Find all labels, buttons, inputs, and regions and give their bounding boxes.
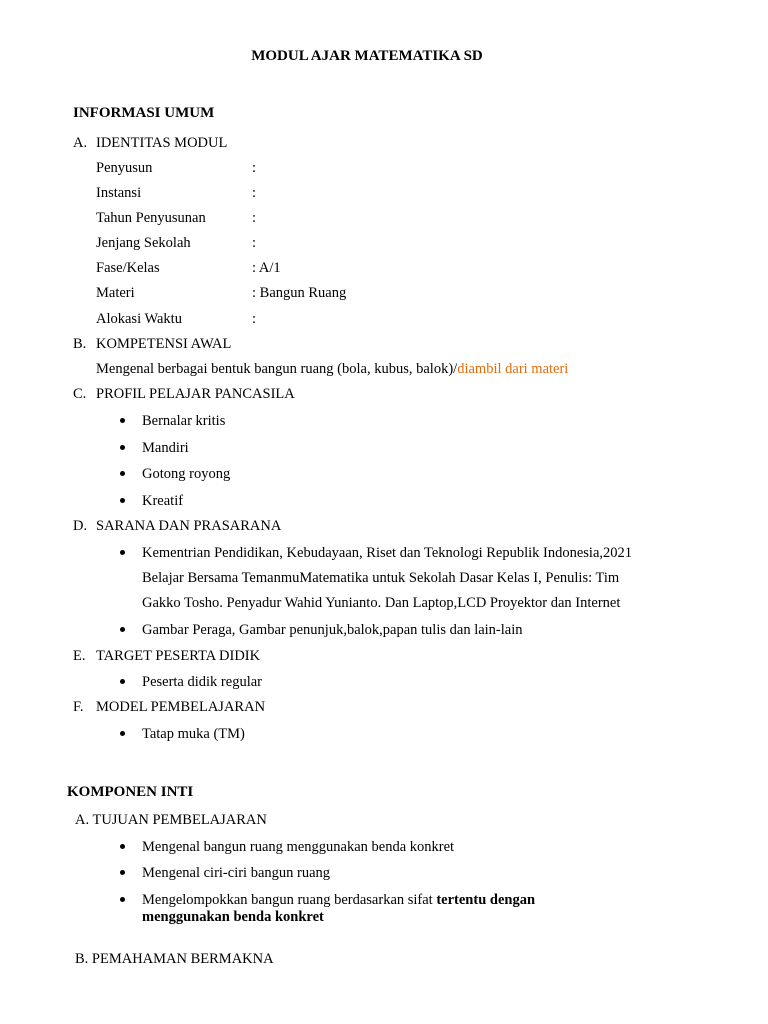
bullet-icon [120, 498, 125, 503]
section-heading-komponen-inti: KOMPONEN INTI [67, 784, 194, 800]
list-marker-f: F. [73, 699, 84, 715]
field-label-materi: Materi [96, 285, 135, 301]
sarana-item-line: Gakko Tosho. Penyadur Wahid Yunianto. Dan Laptop,LCD Proyektor dan Internet [142, 595, 621, 611]
document-title: MODUL AJAR MATEMATIKA SD [251, 48, 483, 64]
list-item-profil: Gotong royong [142, 466, 231, 482]
bullet-icon [120, 679, 125, 684]
kompetensi-awal-body: Mengenal berbagai bentuk bangun ruang (bola, kubus, balok)/ [96, 361, 458, 377]
bullet-icon [120, 870, 125, 875]
field-value-instansi: : [252, 185, 257, 201]
tujuan-item-normal: Mengelompokkan bangun ruang berdasarkan sifat [142, 892, 437, 908]
field-label-tahun-penyusunan: Tahun Penyusunan [96, 210, 206, 226]
section-heading-informasi-umum: INFORMASI UMUM [73, 105, 215, 121]
list-item-tujuan: Mengenal bangun ruang menggunakan benda konkret [142, 839, 455, 855]
subheading-target-peserta-didik: TARGET PESERTA DIDIK [96, 648, 261, 664]
sarana-item-line: Kementrian Pendidikan, Kebudayaan, Riset dan Teknologi Republik Indonesia,2021 [142, 545, 633, 561]
list-marker-c: C. [73, 386, 87, 402]
subheading-profil-pelajar-pancasila: PROFIL PELAJAR PANCASILA [96, 386, 295, 402]
subheading-kompetensi-awal: KOMPETENSI AWAL [96, 336, 232, 352]
field-value-alokasi-waktu: : [252, 311, 257, 327]
tujuan-item-bold: tertentu dengan [436, 892, 536, 908]
field-value-penyusun: : [252, 160, 257, 176]
field-value-tahun-penyusunan: : [252, 210, 257, 226]
list-marker-e: E. [73, 648, 86, 664]
sarana-item-line: Belajar Bersama TemanmuMatematika untuk Sekolah Dasar Kelas I, Penulis: Tim [142, 570, 620, 586]
subheading-model-pembelajaran: MODEL PEMBELAJARAN [96, 699, 266, 715]
bullet-icon [120, 418, 125, 423]
subheading-sarana-prasarana: SARANA DAN PRASARANA [96, 518, 282, 534]
tujuan-item-bold-continuation: menggunakan benda konkret [142, 909, 324, 925]
kompetensi-awal-note: diambil dari materi [457, 361, 569, 377]
kompetensi-awal-text [96, 360, 568, 378]
field-label-alokasi-waktu: Alokasi Waktu [96, 311, 182, 327]
list-item-profil: Mandiri [142, 440, 189, 456]
list-item-profil: Kreatif [142, 493, 184, 509]
field-label-jenjang-sekolah: Jenjang Sekolah [96, 235, 191, 251]
field-value-materi: : Bangun Ruang [252, 285, 347, 301]
list-marker-b: B. [73, 336, 87, 352]
bullet-icon [120, 471, 125, 476]
sarana-item: Gambar Peraga, Gambar penunjuk,balok,papan tulis dan lain-lain [142, 622, 523, 638]
bullet-icon [120, 550, 125, 555]
subheading-pemahaman-bermakna: B. PEMAHAMAN BERMAKNA [75, 951, 274, 967]
list-item-target: Peserta didik regular [142, 674, 262, 690]
field-value-fase-kelas: : A/1 [252, 260, 281, 276]
field-label-fase-kelas: Fase/Kelas [96, 260, 160, 276]
bullet-icon [120, 844, 125, 849]
subheading-tujuan-pembelajaran: A. TUJUAN PEMBELAJARAN [75, 812, 267, 828]
list-item-tujuan: Mengenal ciri-ciri bangun ruang [142, 865, 331, 881]
bullet-icon [120, 897, 125, 902]
list-marker-d: D. [73, 518, 88, 534]
bullet-icon [120, 445, 125, 450]
subheading-identitas-modul: IDENTITAS MODUL [96, 135, 228, 151]
list-item-tujuan [142, 891, 535, 909]
bullet-icon [120, 731, 125, 736]
field-value-jenjang-sekolah: : [252, 235, 257, 251]
field-label-instansi: Instansi [96, 185, 142, 201]
field-label-penyusun: Penyusun [96, 160, 153, 176]
bullet-icon [120, 627, 125, 632]
list-item-profil: Bernalar kritis [142, 413, 226, 429]
list-marker-a: A. [73, 135, 88, 151]
list-item-model: Tatap muka (TM) [142, 726, 245, 742]
